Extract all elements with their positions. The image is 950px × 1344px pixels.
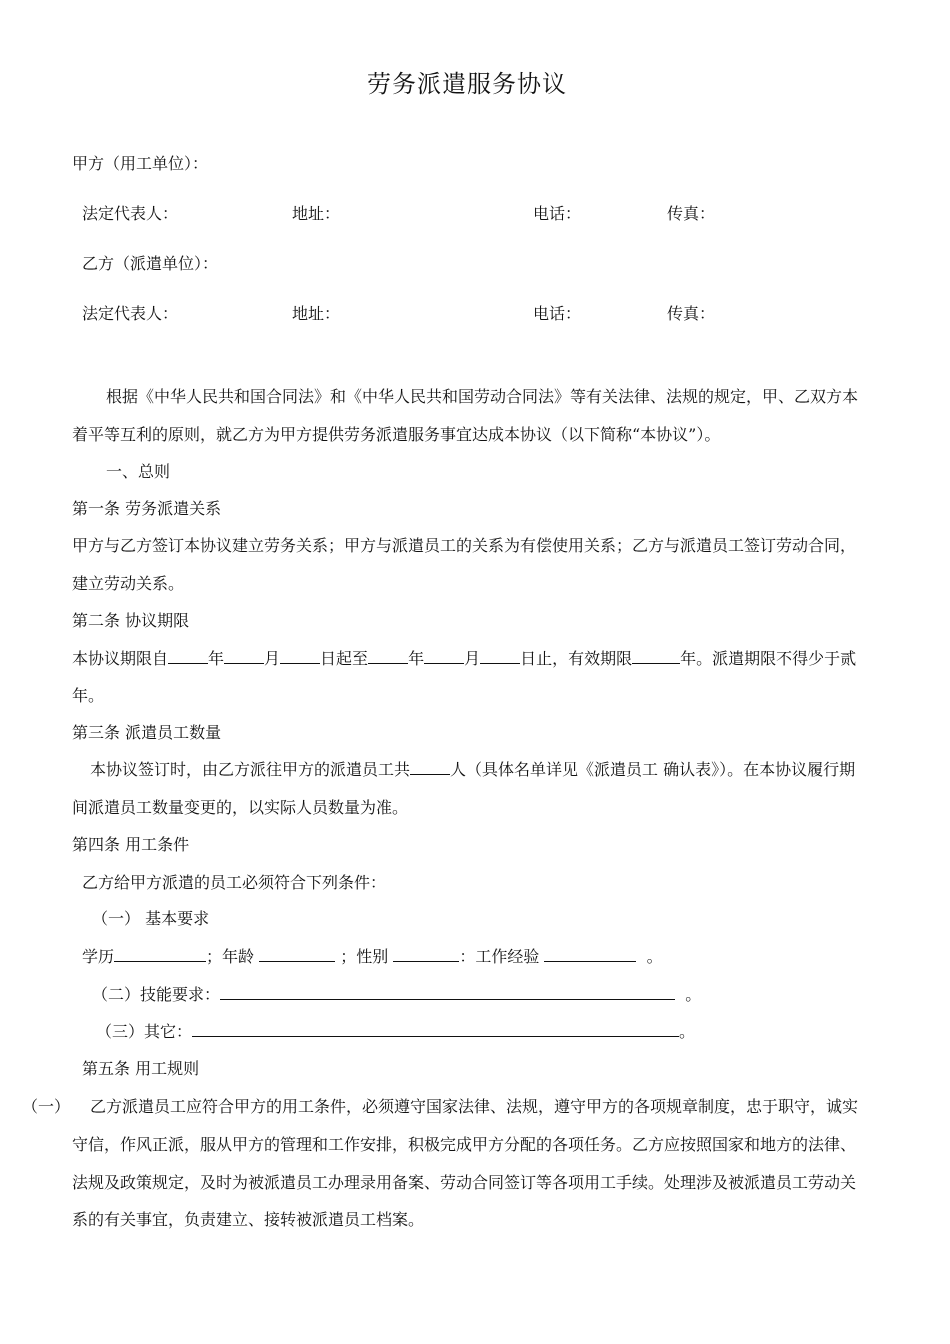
article-2-line-1: 本协议期限自 年 月 日起至 年 月 日止，有效期限 年。派遣期限不得少于贰 [72,649,857,668]
skill-requirement-blank[interactable] [220,985,675,1000]
education-blank[interactable] [114,947,206,962]
document-title: 劳务派遣服务协议 [367,70,567,98]
article-1-line-2: 建立劳动关系。 [72,574,185,593]
article-4-intro: 乙方给甲方派遣的员工必须符合下列条件： [82,873,387,892]
party-b-label: 乙方（派遣单位）： [82,254,219,273]
age-blank[interactable] [259,947,335,962]
article-3-line-1: 本协议签订时，由乙方派往甲方的派遣员工共 人（具体名单详见《派遣员工 确认表》）。在本协议履行期 [90,760,856,779]
party-b-fax: 传真： [667,304,716,323]
article-5-line-3: 法规及政策规定，及时为被派遣员工办理录用备案、劳动合同签订等各项用工手续。处理涉及被派遣员工劳动关 [72,1173,857,1192]
employee-count-blank[interactable] [410,760,450,775]
party-a-label: 甲方（用工单位）： [72,154,209,173]
party-a-address: 地址： [292,204,341,223]
article-5-title: 第五条 用工规则 [82,1059,200,1078]
article-2-line-2: 年。 [72,686,105,705]
end-day-blank[interactable] [480,649,520,664]
article-1-line-1: 甲方与乙方签订本协议建立劳务关系；甲方与派遣员工的关系为有偿使用关系；乙方与派遣员工签订劳动合同， [72,536,857,555]
article-2-title: 第二条 协议期限 [72,611,190,630]
article-5-line-4: 系的有关事宜，负责建立、接转被派遣员工档案。 [72,1210,425,1229]
gender-blank[interactable] [393,947,459,962]
article-4-basic-req: （一） 基本要求 [92,909,210,928]
work-experience-blank[interactable] [544,947,636,962]
start-month-blank[interactable] [224,649,264,664]
article-4-basic-fields: 学历 ；年龄 ；性别 ：工作经验 。 [82,947,663,966]
article-3-line-2: 间派遣员工数量变更的，以实际人员数量为准。 [72,798,409,817]
end-month-blank[interactable] [424,649,464,664]
party-a-phone: 电话： [533,204,582,223]
section-general-heading: 一、总则 [106,462,171,481]
party-b-phone: 电话： [533,304,582,323]
intro-line-1: 根据《中华人民共和国合同法》和《中华人民共和国劳动合同法》等有关法律、法规的规定，甲、乙双方本 [106,387,859,406]
party-a-rep: 法定代表人： [82,204,179,223]
article-5-item-number: （一） [22,1097,71,1116]
article-3-title: 第三条 派遣员工数量 [72,723,222,742]
party-b-rep: 法定代表人： [82,304,179,323]
article-5-line-1: 乙方派遣员工应符合甲方的用工条件，必须遵守国家法律、法规，遵守甲方的各项规章制度，忠于职守，诚实 [90,1097,859,1116]
start-day-blank[interactable] [280,649,320,664]
intro-line-2: 着平等互利的原则，就乙方为甲方提供劳务派遣服务事宜达成本协议（以下简称“本协议”）。 [72,425,721,444]
other-requirement-blank[interactable] [192,1022,679,1037]
article-4-other-req: （三）其它： 。 [96,1022,696,1041]
article-4-title: 第四条 用工条件 [72,835,190,854]
article-4-skill-req: （二）技能要求： 。 [92,985,702,1004]
party-a-fax: 传真： [667,204,716,223]
term-years-blank[interactable] [632,649,680,664]
end-year-blank[interactable] [368,649,408,664]
start-year-blank[interactable] [168,649,208,664]
article-5-line-2: 守信，作风正派，服从甲方的管理和工作安排，积极完成甲方分配的各项任务。乙方应按照国家和地方的法律、 [72,1135,857,1154]
party-b-address: 地址： [292,304,341,323]
article-1-title: 第一条 劳务派遣关系 [72,499,222,518]
